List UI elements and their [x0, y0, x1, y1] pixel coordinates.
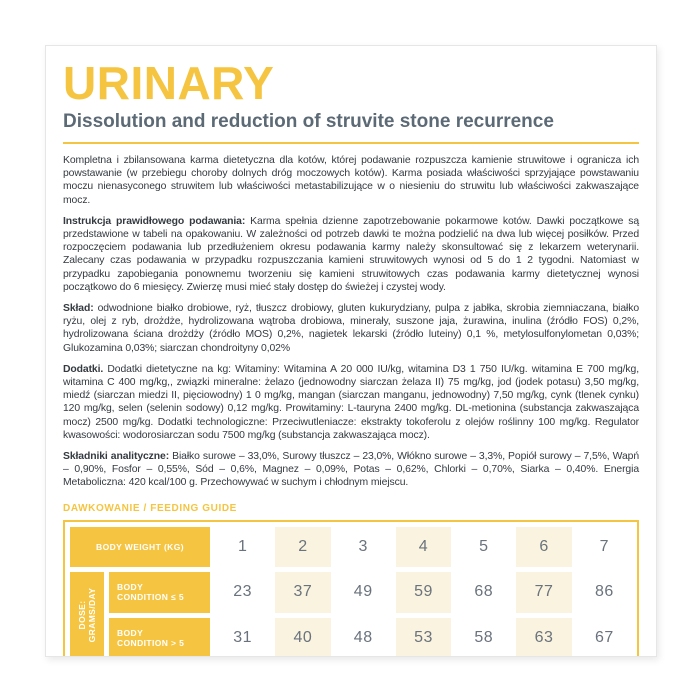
paragraph-lead: Skład:: [63, 303, 94, 315]
paragraph-lead: Dodatki.: [63, 363, 104, 375]
dose-value-cell: 48: [353, 629, 373, 647]
dose-value-cell: 63: [516, 618, 571, 657]
dose-value-cell: 58: [474, 629, 494, 647]
paragraph-description: [63, 154, 639, 207]
body-condition-gt5-label: BODY CONDITION > 5: [109, 618, 210, 657]
dose-label-line1: DOSE:: [77, 600, 87, 630]
paragraph-text: Kompletna i zbilansowana karma dietetyczna dla kotów, której podawanie rozpuszcza kamienie struwitowe i ogranicza ich powstawanie (w przebiegu choroby dolnych dróg moczowych kotów). Karma posiada właściwości sprzyjające powstawaniu moczu nienasyconego struwitem lub właściwości metastabilizujące w o niesieniu do struwitu lub właściwości zakwaszające mocz.: [63, 155, 639, 206]
weight-cell: 7: [599, 537, 610, 555]
weight-cell: 6: [516, 527, 571, 567]
dose-value-cell: 31: [233, 629, 253, 647]
dose-label-line2: GRAMS/DAY: [87, 587, 97, 643]
paragraph-lead: Składniki analityczne:: [63, 451, 170, 463]
paragraph-additives: [63, 363, 639, 442]
weight-cell: 2: [275, 527, 330, 567]
dose-value-cell: 49: [353, 583, 373, 601]
description-paragraphs: [63, 154, 639, 490]
weight-cell: 5: [479, 537, 489, 555]
dose-value-cell: 37: [275, 572, 330, 613]
product-subtitle: Dissolution and reduction of struvite stone recurrence: [63, 111, 554, 132]
dose-value-cell: 53: [396, 618, 451, 657]
dose-value-cell: 59: [396, 572, 451, 613]
paragraph-text: Białko surowe – 33,0%, Surowy tłuszcz – 23,0%, Włókno surowe – 3,3%, Popiół surowy – 7,5%, Wapń – 0,90%, Fosfor – 0,55%, Sód – 0,6%, Magnez – 0,09%, Potas – 0,62%, Chlorki – 0,70%, Siarka – 0,40%. Energia Metaboliczna: 420 kcal/100 g. Przechowywać w suchym i chłodnym miejscu.: [63, 451, 639, 489]
dose-value-cell: 23: [233, 583, 253, 601]
body-condition-lte5-label: BODY CONDITION ≤ 5: [109, 572, 210, 613]
dose-grams-per-day-label: [70, 572, 104, 657]
dose-value-cell: 86: [594, 583, 614, 601]
weight-cell: 4: [396, 527, 451, 567]
product-label-card: [45, 45, 657, 657]
dose-value-cell: 40: [275, 618, 330, 657]
feeding-guide-heading: DAWKOWANIE / FEEDING GUIDE: [63, 502, 237, 514]
paragraph-text: Dodatki dietetyczne na kg: Witaminy: Witamina A 20 000 IU/kg, witamina D3 1 750 IU/kg. witamina E 700 mg/kg, witamina C 400 mg/kg,, związki mineralne: żelazo (jednowodny siarczan żelaza II) 75 mg/kg, jod (jodek potasu) 3,50 mg/kg, miedź (siarczan miedzi II, pięciowodny) 1 0 mg/kg, mangan (siarczan manganu, jednowodny) 7,50 mg/kg, cynk (tlenek cynku) 120 mg/kg, selen (selenin sodowy) 0,12 mg/kg. Prowitaminy: L-tauryna 2400 mg/kg. DL-metionina (substancja zakwaszająca mocz) 2500 mg/kg. Dodatki technologiczne: Przeciwutleniacze: ekstrakty tokoferolu z olejów roślinny 100 mg/kg. Regulator kwasowości: wodorosiarczan sodu 7500 mg/kg (substancja zakwaszająca mocz).: [63, 363, 639, 441]
weight-cell: 3: [358, 537, 368, 555]
weight-cell: 1: [237, 537, 248, 555]
feeding-guide-table: [63, 520, 639, 657]
dose-value-cell: 77: [516, 572, 571, 613]
paragraph-feeding-instructions: [63, 215, 639, 294]
divider-line: [63, 142, 639, 144]
dose-value-cell: 68: [474, 583, 494, 601]
paragraph-analytical-components: [63, 450, 639, 490]
paragraph-text: Karma spełnia dzienne zapotrzebowanie pokarmowe kotów. Dawki początkowe są przedstawione w tabeli na opakowaniu. W zależności od potrzeb dawki te można podzielić na dwa lub więcej posiłków. Przed rozpoczęciem podawania lub przedłużeniem okresu podawania karmy należy skonsultować się z lekarzem weterynarii. Zalecany czas podawania w przypadku rozpuszczania kamieni struwitowych wynosi od 5 do 1 2 tygodni. Natomiast w przypadku zapobiegania ponownemu tworzeniu się kamieni struwitowych czas podawania karmy dietetycznej wynosi początkowo do 6 miesięcy. Zwierzę musi mieć stały dostęp do świeżej i czystej wody.: [63, 215, 639, 293]
paragraph-text: odwodnione białko drobiowe, ryż, tłuszcz drobiowy, gluten kukurydziany, pulpa z jabłka, skrobia ziemniaczana, białko ryżu, olej z ryb, drożdże, hydrolizowana wątroba drobiowa, minerały, suszone jaja, żurawina, inulina (źródło FOS) 0,2%, hydrolizowana ściana drożdży (źródło MOS) 0,2%, nagietek lekarski (źródło luteiny) 0,1 %, metylosulfonylometan 0,03%; Glukozamina 0,03%; siarczan chondroityny 0,02%: [63, 303, 639, 354]
product-title: URINARY: [63, 57, 275, 109]
paragraph-lead: Instrukcja prawidłowego podawania:: [63, 215, 246, 227]
paragraph-composition: [63, 302, 639, 355]
body-weight-header-cell: BODY WEIGHT (KG): [70, 527, 210, 567]
dose-value-cell: 67: [594, 629, 614, 647]
